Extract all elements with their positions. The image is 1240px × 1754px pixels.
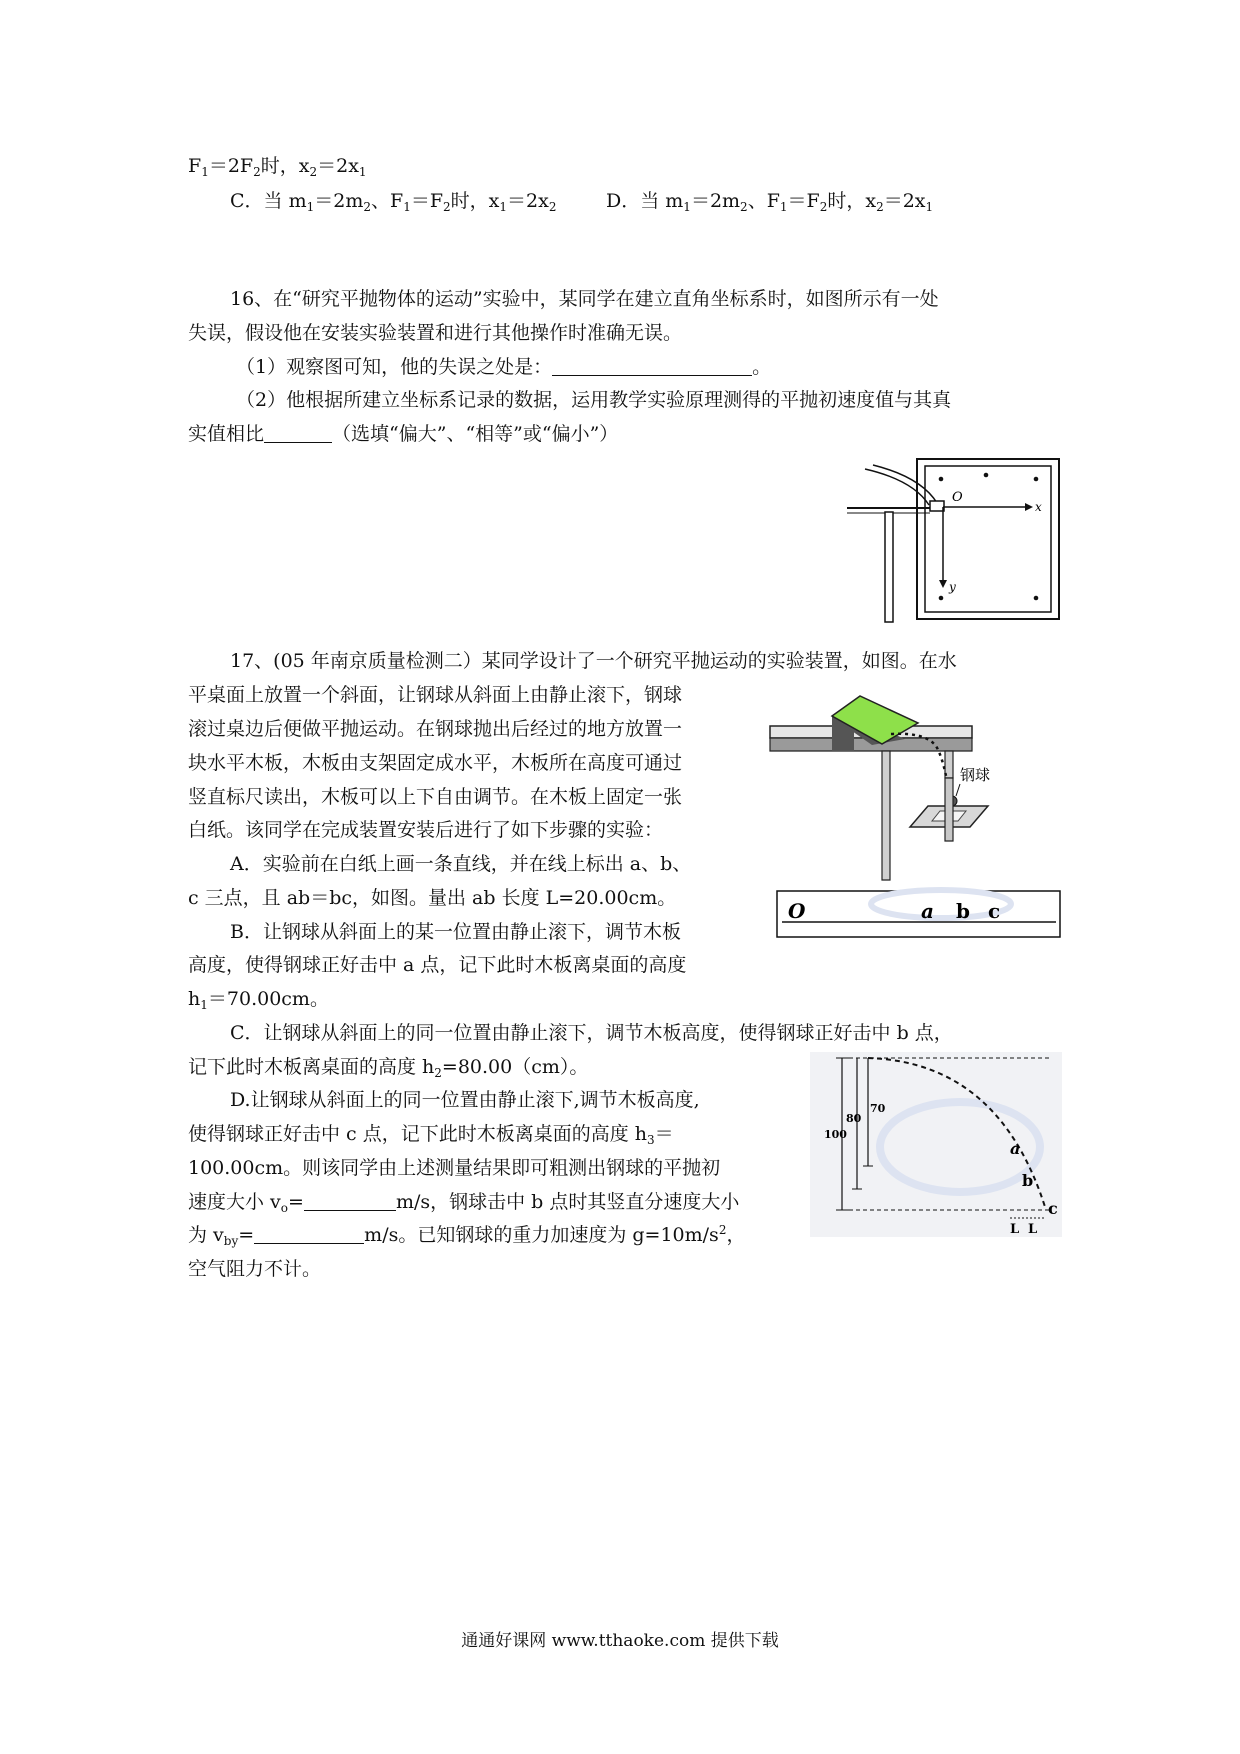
text: ＝ <box>654 1123 674 1145</box>
q16-line-1: 16、在“研究平抛物体的运动”实验中，某同学在建立直角坐标系时，如图所示有一处 <box>230 288 939 310</box>
y-axis-label: y <box>949 580 956 594</box>
height-70: 70 <box>870 1102 886 1115</box>
answer-blank-v0[interactable] <box>304 1190 396 1211</box>
text: 时，x <box>260 155 310 177</box>
text: ＝70.00cm。 <box>207 988 329 1010</box>
q17-line-1: 17、(05 年南京质量检测二）某同学设计了一个研究平抛运动的实验装置，如图。在水 <box>230 650 957 672</box>
text: ＝2x <box>507 190 549 212</box>
sub: 1 <box>200 998 208 1012</box>
line-label-a: a <box>921 899 934 923</box>
q17-trajectory-figure <box>810 1052 1062 1237</box>
q16-line-4: （2）他根据所建立坐标系记录的数据，运用教学实验原理测得的平抛初速度值与其真 <box>236 389 952 411</box>
text: 为 v <box>188 1224 224 1246</box>
q17-step-c-2 <box>188 1053 588 1081</box>
text: = <box>288 1191 304 1213</box>
q16-line-3 <box>236 353 771 381</box>
point-a: a <box>1010 1139 1021 1158</box>
spacing-l-2: L <box>1028 1222 1038 1237</box>
sub: 2 <box>309 165 318 179</box>
answer-blank-vby[interactable] <box>254 1223 364 1244</box>
option-d <box>606 187 933 215</box>
text: 、F <box>371 190 404 212</box>
text: C．当 m <box>230 190 307 212</box>
q17-line-4: 块水平木板，木板由支架固定成水平，木板所在高度可通过 <box>188 752 683 774</box>
line-label-o: O <box>788 899 806 923</box>
point-c: c <box>1048 1199 1058 1218</box>
q17-step-c-1: C．让钢球从斜面上的同一位置由静止滚下，调节木板高度，使得钢球正好击中 b 点， <box>230 1022 953 1044</box>
sub: 2 <box>363 200 371 214</box>
q17-step-b-1: B．让钢球从斜面上的某一位置由静止滚下，调节木板 <box>230 921 681 943</box>
text: h <box>188 988 201 1010</box>
text: ＝2m <box>690 190 741 212</box>
text: 实值相比 <box>188 423 265 445</box>
text: 时，x <box>450 190 500 212</box>
sub: 2 <box>253 165 261 179</box>
sub: 3 <box>647 1133 655 1147</box>
sub: 1 <box>925 200 934 214</box>
answer-blank-1[interactable] <box>552 355 752 376</box>
height-100: 100 <box>824 1128 847 1141</box>
q17-apparatus-figure <box>770 696 991 884</box>
text: m/s，钢球击中 b 点时其竖直分速度大小 <box>395 1191 740 1213</box>
sub: by <box>223 1234 239 1248</box>
text: 速度大小 v <box>188 1191 281 1213</box>
height-80: 80 <box>846 1112 862 1125</box>
page-footer: 通通好课网 www.tthaoke.com 提供下载 <box>461 1631 779 1651</box>
sub: 1 <box>306 200 315 214</box>
line-label-b: b <box>956 899 970 923</box>
q16-line-5 <box>188 420 618 448</box>
q17-step-d-3: 100.00cm。则该同学由上述测量结果即可粗测出钢球的平抛初 <box>188 1157 721 1179</box>
text: ＝F <box>787 190 820 212</box>
spacing-l-1: L <box>1010 1222 1020 1237</box>
sub: 1 <box>683 200 691 214</box>
text: m/s。已知钢球的重力加速度为 g=10m/s <box>364 1224 719 1246</box>
text: 、F <box>747 190 780 212</box>
text: 。 <box>752 356 772 378</box>
sub: o <box>280 1201 289 1215</box>
x-axis-label: x <box>1035 500 1042 514</box>
sub: 1 <box>358 165 367 179</box>
text: ， <box>726 1224 746 1246</box>
sub: 2 <box>443 200 451 214</box>
q16-coordinate-figure <box>835 455 1067 625</box>
top-line-1 <box>188 152 367 180</box>
sub: 2 <box>434 1066 442 1080</box>
text: D．当 m <box>606 190 684 212</box>
text: =80.00（cm）。 <box>441 1056 589 1078</box>
q17-line-6: 白纸。该同学在完成装置安装后进行了如下步骤的实验： <box>188 819 664 841</box>
text: ＝2F <box>208 155 254 177</box>
text: （选填“偏大”、“相等”或“偏小”） <box>332 423 619 445</box>
q17-line-5: 竖直标尺读出，木板可以上下自由调节。在木板上固定一张 <box>188 786 683 808</box>
text: 记下此时木板离桌面的高度 h <box>188 1056 435 1078</box>
sub: 2 <box>819 200 828 214</box>
sub: 2 <box>740 200 748 214</box>
q17-step-a-2: c 三点，且 ab＝bc，如图。量出 ab 长度 L=20.00cm。 <box>188 887 677 909</box>
sub: 2 <box>876 200 884 214</box>
text: F <box>188 155 202 177</box>
q17-step-a-1: A．实验前在白纸上画一条直线，并在线上标出 a、b、 <box>230 853 692 875</box>
text: 使得钢球正好击中 c 点，记下此时木板离桌面的高度 h <box>188 1123 647 1145</box>
q17-step-d-1: D.让钢球从斜面上的同一位置由静止滚下,调节木板高度, <box>230 1089 700 1111</box>
point-b: b <box>1022 1171 1034 1190</box>
text: ＝2x <box>883 190 926 212</box>
q17-line-3: 滚过桌边后便做平抛运动。在钢球抛出后经过的地方放置一 <box>188 718 683 740</box>
text: = <box>238 1224 255 1246</box>
q17-step-b-3 <box>188 985 329 1013</box>
q17-step-d-4 <box>188 1188 739 1216</box>
text: （1）观察图可知，他的失误之处是： <box>236 356 553 378</box>
q17-step-d-2 <box>188 1120 674 1148</box>
sup: 2 <box>718 1223 727 1237</box>
option-c <box>230 187 556 215</box>
q17-line-figure <box>776 890 1061 938</box>
ball-label: 钢球 <box>960 766 991 784</box>
sub: 1 <box>779 200 788 214</box>
text: ＝2m <box>314 190 364 212</box>
sub: 1 <box>403 200 411 214</box>
text: ＝2x <box>317 155 359 177</box>
text: ＝F <box>410 190 444 212</box>
answer-blank-2[interactable] <box>264 422 332 443</box>
q17-step-b-2: 高度，使得钢球正好击中 a 点，记下此时木板离桌面的高度 <box>188 954 687 976</box>
sub: 1 <box>201 165 209 179</box>
origin-label: O <box>952 490 963 505</box>
q17-step-d-5 <box>188 1221 745 1249</box>
q17-step-d-6: 空气阻力不计。 <box>188 1258 322 1280</box>
text: 时，x <box>827 190 877 212</box>
sub: 2 <box>548 200 557 214</box>
line-label-c: c <box>988 899 1001 923</box>
sub: 1 <box>499 200 508 214</box>
q16-line-2: 失误，假设他在安装实验装置和进行其他操作时准确无误。 <box>188 322 683 344</box>
q17-line-2: 平桌面上放置一个斜面，让钢球从斜面上由静止滚下，钢球 <box>188 684 683 706</box>
